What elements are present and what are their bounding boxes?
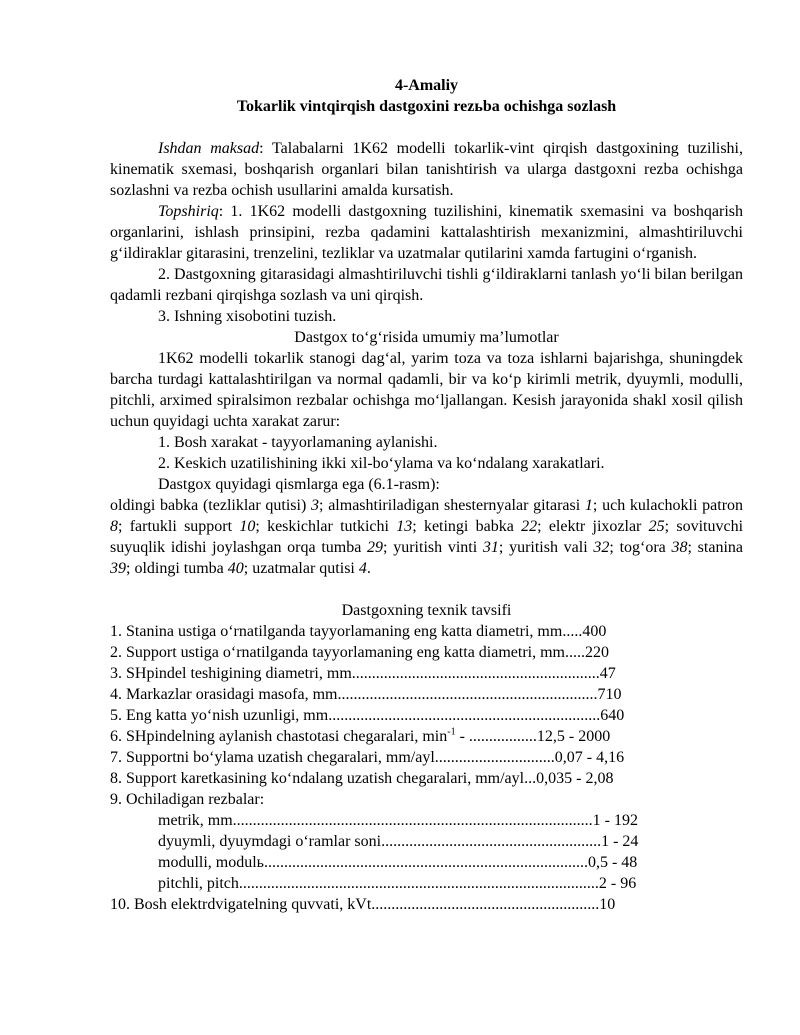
part-separator: ; — [609, 539, 620, 556]
thread-dots: ....................................................... — [381, 833, 602, 850]
part-separator: ; — [243, 560, 253, 577]
spec-label: 6. SHpindelning aylanish chastotasi chegaralari, min — [110, 728, 448, 745]
spec-dots: .............................. — [434, 749, 555, 766]
thread-dots: .......................................................................................... — [232, 812, 593, 829]
part-number: 31 — [482, 539, 499, 556]
thread-value: 0,5 - 48 — [587, 854, 638, 871]
part-separator: ; — [319, 497, 329, 514]
aim-text: : Talabalarni 1K62 modelli tokarlik-vint qirqish dastgoxining tuzilishi, kinematik sxemasi, boshqarish organlari bilan tanishtirish va ularga dastgoxni rezba ochishga sozlashni va rezba ochish usullarini amalda kursatish. — [110, 140, 744, 199]
thread-label: modulli, modulь — [158, 854, 264, 871]
part-number: 38 — [671, 539, 688, 556]
spec-item — [110, 747, 743, 768]
spec-list — [110, 621, 743, 789]
thread-item — [110, 831, 743, 852]
spec-item — [110, 642, 743, 663]
spec-dots: ... — [524, 770, 537, 787]
thread-list — [110, 810, 743, 894]
spec-label: 5. Eng katta yo‘nish uzunligi, mm — [110, 707, 329, 724]
thread-label: pitchli, pitch — [158, 875, 239, 892]
motion-2: 2. Keskich uzatilishining ikki xil-bo‘ylama va ko‘ndalang xarakatlari. — [158, 455, 605, 472]
aim-label: Ishdan maksad — [158, 140, 260, 157]
thread-dots: ................................................................................. — [263, 854, 588, 871]
part-name: uzatmalar qutisi — [252, 560, 359, 577]
thread-dots: .......................................................................................... — [238, 875, 599, 892]
part-separator: . — [366, 560, 371, 577]
part-name: oldingi babka (tezliklar qutisi) — [110, 497, 312, 514]
part-number: 8 — [110, 518, 118, 535]
part-number: 4 — [358, 560, 367, 577]
thread-label: metrik, mm — [158, 812, 233, 829]
spec-item — [110, 621, 743, 642]
part-name: ketingi babka — [423, 518, 522, 535]
part-name: almashtiriladigan shesternyalar gitarasi — [328, 497, 585, 514]
thread-value: 2 - 96 — [598, 875, 637, 892]
spacer — [110, 579, 743, 600]
thread-item — [110, 852, 743, 873]
part-number: 22 — [521, 518, 538, 535]
spec-dots: ..... — [565, 644, 585, 661]
thread-label: dyuymli, dyuymdagi o‘ramlar soni — [158, 833, 382, 850]
part-number: 40 — [227, 560, 244, 577]
part-name: oldingi tumba — [134, 560, 228, 577]
general-intro: 1K62 modelli tokarlik stanogi dag‘al, yarim toza va toza ishlarni bajarishga, shuningdek barcha turdagi kattalashtirilgan va normal qadamli, bir va ko‘p kirimli metrik, dyuymli, modulli, pitchli, arximed spiralsimon rezbalar ochishga mo‘ljallangan. Kesish jarayonida shakl xosil qilish uchun quyidagi uchta xarakat zarur: — [110, 350, 743, 430]
spec-item — [110, 768, 743, 789]
part-name: yuritish vali — [509, 539, 594, 556]
part-separator: ; — [118, 518, 130, 535]
aim-paragraph — [110, 138, 743, 201]
part-separator: ; — [412, 518, 424, 535]
part-separator: ; — [687, 539, 698, 556]
spec-value: 12,5 - 2000 — [536, 728, 611, 745]
spec-label: 4. Markazlar orasidagi masofa, mm — [110, 686, 338, 703]
part-separator: ; — [383, 539, 394, 556]
spec-value: 220 — [585, 644, 609, 661]
thread-value: 1 - 192 — [592, 812, 638, 829]
part-separator: ; — [498, 539, 510, 556]
spec-value: 710 — [597, 686, 622, 703]
thread-item — [110, 873, 743, 894]
task-item-1: : 1. 1K62 modelli dastgoxning tuzilishini, kinematik sxemasini va boshqarish organlarini, ishlash prinsipini, rezba qadamini kattalashtirish mexanizmini, almashtiriluvchi g‘ildiraklar gitarasini, trenzelini, tezliklar va uzatmalar qutilarini xamda fartugini o‘rganish. — [110, 203, 743, 262]
document-page — [110, 75, 743, 915]
thread-item — [110, 810, 743, 831]
spec-dots: .............................................................. — [351, 665, 600, 682]
part-name: yuritish vinti — [393, 539, 483, 556]
part-separator: ; — [592, 497, 603, 514]
spec-unit-exponent: -1 — [447, 726, 456, 738]
part-name: uch kulachokli patron — [602, 497, 744, 514]
part-separator: ; — [537, 518, 549, 535]
spec-item — [110, 705, 743, 726]
parts-list — [110, 495, 743, 579]
thread-value: 1 - 24 — [601, 833, 639, 850]
part-name: elektr jixozlar — [548, 518, 649, 535]
part-name: sovituvchi suyuqlik idishi joylashgan orqa tumba — [110, 518, 744, 556]
spec-value: 0,07 - 4,16 — [554, 749, 625, 766]
task-item-2: 2. Dastgoxning gitarasidagi almashtiriluvchi tishli g‘ildiraklarni tanlash yo‘li bilan berilgan qadamli rezbani qirqishga sozlash va uni qirqish. — [110, 266, 743, 304]
spec-separator: - — [455, 728, 469, 745]
spec-label: 1. Stanina ustiga o‘rnatilganda tayyorlamaning eng katta diametri, mm — [110, 623, 563, 640]
specs-heading: Dastgoxning texnik tavsifi — [341, 602, 512, 619]
spec-dots: ......................................................... — [371, 896, 600, 913]
parts-intro: Dastgox quyidagi qismlarga ega (6.1-rasm): — [158, 476, 440, 493]
spec-item — [110, 726, 743, 747]
part-name: fartukli support — [129, 518, 240, 535]
part-number: 1 — [584, 497, 593, 514]
part-separator: ; — [664, 518, 677, 535]
spec-label: 3. SHpindel teshigining diametri, mm — [110, 665, 352, 682]
spec-dots: ................................................................. — [337, 686, 598, 703]
practical-number: 4-Amaliy — [394, 77, 459, 94]
part-number: 39 — [110, 560, 126, 577]
part-name: tog‘ora — [619, 539, 672, 556]
part-number: 32 — [593, 539, 610, 556]
threads-label: 9. Ochiladigan rezbalar: — [110, 791, 265, 808]
task-item-3: 3. Ishning xisobotini tuzish. — [158, 308, 337, 325]
spec-label: 2. Support ustiga o‘rnatilganda tayyorlamaning eng katta diametri, mm — [110, 644, 565, 661]
spec-label: 8. Support karetkasining ko‘ndalang uzatish chegaralari, mm/ayl — [110, 770, 525, 787]
spec-value: 0,035 - 2,08 — [536, 770, 614, 787]
part-separator: ; — [126, 560, 135, 577]
part-separator: ; — [255, 518, 268, 535]
part-number: 13 — [396, 518, 413, 535]
part-number: 10 — [239, 518, 256, 535]
spec-dots: .................................................................... — [328, 707, 601, 724]
task-paragraph — [110, 201, 743, 264]
spacer — [110, 117, 743, 138]
spec-value: 10 — [599, 896, 616, 913]
motion-1: 1. Bosh xarakat - tayyorlamaning aylanishi. — [158, 434, 438, 451]
spec-dots: ..... — [562, 623, 583, 640]
spec-value: 640 — [600, 707, 625, 724]
part-number: 29 — [367, 539, 384, 556]
document-title: Tokarlik vintqirqish dastgoxini rezьba ochishga sozlash — [236, 98, 617, 115]
part-name: keskichlar tutkichi — [267, 518, 397, 535]
spec-item-power — [110, 894, 743, 915]
spec-dots: ................. — [468, 728, 537, 745]
spec-label: 7. Supportni bo‘ylama uzatish chegaralari, mm/ayl — [110, 749, 435, 766]
spec-item — [110, 684, 743, 705]
spec-item — [110, 663, 743, 684]
part-name: stanina — [697, 539, 743, 556]
spec-value: 400 — [582, 623, 607, 640]
part-number: 25 — [648, 518, 665, 535]
part-number: 3 — [311, 497, 320, 514]
general-heading: Dastgox to‘g‘risida umumiy ma’lumotlar — [294, 329, 559, 346]
spec-label: 10. Bosh elektrdvigatelning quvvati, kVt — [110, 896, 372, 913]
task-label: Topshiriq — [158, 203, 219, 220]
spec-value: 47 — [599, 665, 616, 682]
